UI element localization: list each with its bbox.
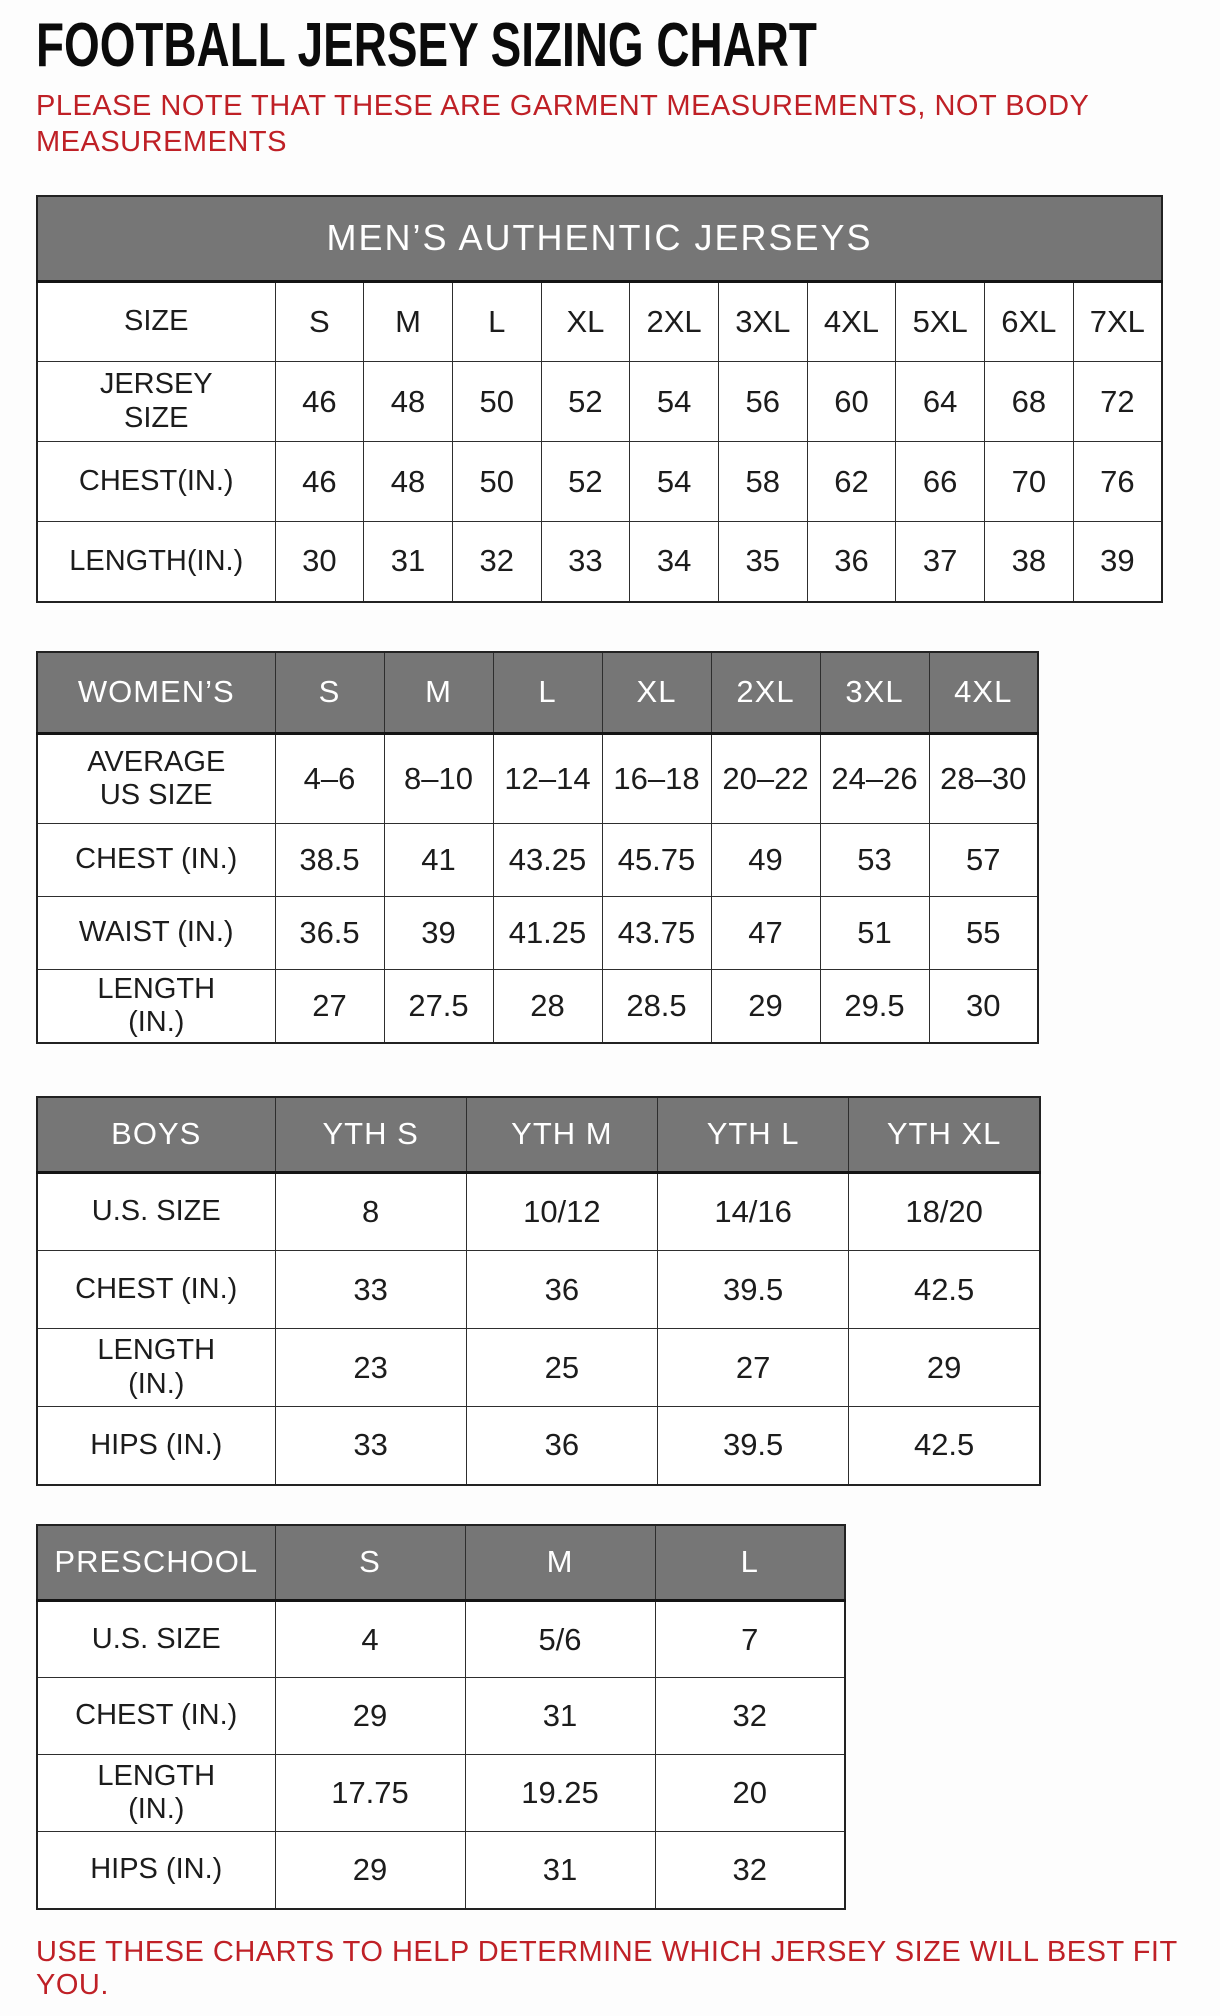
table-cell: 5/6 [465,1601,655,1678]
column-header: YTH S [275,1097,466,1173]
table-cell: 14/16 [658,1173,849,1251]
table-cell: 50 [452,362,541,442]
table-cell: 64 [896,362,985,442]
table-cell: 27 [275,970,384,1043]
table-cell: 32 [655,1678,845,1755]
table-cell: 24–26 [820,734,929,824]
table-cell: 62 [807,442,896,522]
table-cell: 57 [929,824,1038,897]
table-cell: 4XL [807,282,896,362]
table-cell: 46 [275,442,364,522]
table-cell: 30 [929,970,1038,1043]
table-cell: 12–14 [493,734,602,824]
table-row [37,970,1038,1043]
garment-measurements-note: PLEASE NOTE THAT THESE ARE GARMENT MEASUREMENTS, NOT BODY MEASUREMENTS [36,89,1089,158]
row-label: U.S. SIZE [37,1601,275,1678]
table-cell: 16–18 [602,734,711,824]
table-cell: 28–30 [929,734,1038,824]
table-cell: 19.25 [465,1755,655,1832]
table-cell: 29 [275,1678,465,1755]
table-cell: 58 [718,442,807,522]
table-cell: 53 [820,824,929,897]
table-cell: 36.5 [275,897,384,970]
table-body [37,282,1162,602]
table-cell: 18/20 [849,1173,1040,1251]
column-header: M [465,1525,655,1601]
table-cell: 31 [364,522,453,602]
column-header: L [493,652,602,734]
table-cell: 35 [718,522,807,602]
table-cell: 39.5 [658,1251,849,1329]
boys-sizing-table [36,1096,1041,1486]
table-cell: 37 [896,522,985,602]
page-title: FOOTBALL JERSEY SIZING CHART [36,11,817,80]
table-corner-header: PRESCHOOL [37,1525,275,1601]
table-cell: 36 [466,1407,657,1485]
table-cell: 45.75 [602,824,711,897]
table-cell: 51 [820,897,929,970]
table-cell: 41.25 [493,897,602,970]
table-cell: 7XL [1073,282,1162,362]
table-body [37,734,1038,1043]
row-label: LENGTH (IN.) [37,970,275,1043]
table-cell: 39 [384,897,493,970]
table-cell: 54 [630,442,719,522]
column-header: 3XL [820,652,929,734]
table-cell: 6XL [985,282,1074,362]
table-cell: 4 [275,1601,465,1678]
table-cell: 27.5 [384,970,493,1043]
table-cell: 68 [985,362,1074,442]
table-cell: 38 [985,522,1074,602]
table-header [37,1525,845,1601]
column-header: XL [602,652,711,734]
table-cell: L [452,282,541,362]
column-header: YTH XL [849,1097,1040,1173]
row-label: CHEST (IN.) [37,1678,275,1755]
table-row [37,1173,1040,1251]
table-row [37,282,1162,362]
table-cell: 29 [711,970,820,1043]
table-cell: 10/12 [466,1173,657,1251]
table-cell: 8–10 [384,734,493,824]
table-cell: 41 [384,824,493,897]
womens-sizing-table [36,651,1039,1044]
table-cell: 31 [465,1832,655,1909]
table-cell: 70 [985,442,1074,522]
table-cell: 55 [929,897,1038,970]
table-cell: 32 [655,1832,845,1909]
table-header [37,652,1038,734]
table-row [37,522,1162,602]
table-cell: 20 [655,1755,845,1832]
row-label: LENGTH (IN.) [37,1329,275,1407]
table-cell: 4–6 [275,734,384,824]
table-cell: 33 [275,1251,466,1329]
row-label: U.S. SIZE [37,1173,275,1251]
table-row [37,1678,845,1755]
header-row [37,1097,1040,1173]
table-cell: 30 [275,522,364,602]
table-cell: 17.75 [275,1755,465,1832]
header-row [37,1525,845,1601]
table-cell: 5XL [896,282,985,362]
table-row [37,824,1038,897]
table-cell: 28 [493,970,602,1043]
table-row [37,734,1038,824]
row-label: LENGTH (IN.) [37,1755,275,1832]
table-row [37,442,1162,522]
table-row [37,362,1162,442]
table-cell: 29 [849,1329,1040,1407]
table-row [37,1755,845,1832]
table-cell: 31 [465,1678,655,1755]
table-row [37,1601,845,1678]
table-cell: 20–22 [711,734,820,824]
table-cell: 3XL [718,282,807,362]
table-cell: 43.25 [493,824,602,897]
column-header: S [275,652,384,734]
table-cell: 60 [807,362,896,442]
table-cell: 33 [275,1407,466,1485]
table-cell: 52 [541,442,630,522]
table-cell: 33 [541,522,630,602]
table-cell: 36 [807,522,896,602]
table-corner-header: WOMEN’S [37,652,275,734]
column-header: S [275,1525,465,1601]
table-header [37,1097,1040,1173]
table-cell: 42.5 [849,1251,1040,1329]
table-corner-header: BOYS [37,1097,275,1173]
row-label: CHEST (IN.) [37,824,275,897]
table-cell: 72 [1073,362,1162,442]
table-cell: 56 [718,362,807,442]
row-label: HIPS (IN.) [37,1407,275,1485]
table-header [37,196,1162,282]
table-cell: 47 [711,897,820,970]
row-label: SIZE [37,282,275,362]
table-cell: 2XL [630,282,719,362]
table-cell: S [275,282,364,362]
column-header: 2XL [711,652,820,734]
mens-authentic-jerseys-table [36,195,1163,603]
row-label: WAIST (IN.) [37,897,275,970]
column-header: L [655,1525,845,1601]
preschool-sizing-table [36,1524,846,1910]
column-header: M [384,652,493,734]
table-body [37,1601,845,1909]
table-cell: 34 [630,522,719,602]
table-cell: 54 [630,362,719,442]
table-cell: XL [541,282,630,362]
table-cell: 39 [1073,522,1162,602]
table-cell: 7 [655,1601,845,1678]
table-body [37,1173,1040,1485]
table-cell: 50 [452,442,541,522]
table-cell: 38.5 [275,824,384,897]
row-label: HIPS (IN.) [37,1832,275,1909]
column-header: 4XL [929,652,1038,734]
table-cell: 32 [452,522,541,602]
table-row [37,897,1038,970]
table-cell: 48 [364,442,453,522]
table-cell: 52 [541,362,630,442]
table-row [37,1832,845,1909]
table-cell: 8 [275,1173,466,1251]
row-label: CHEST (IN.) [37,1251,275,1329]
footer-note: USE THESE CHARTS TO HELP DETERMINE WHICH JERSEY SIZE WILL BEST FIT YOU. [36,1935,1178,2001]
table-row [37,1251,1040,1329]
table-cell: 39.5 [658,1407,849,1485]
table-cell: 49 [711,824,820,897]
table-cell: 76 [1073,442,1162,522]
table-cell: 27 [658,1329,849,1407]
column-header: YTH M [466,1097,657,1173]
table-cell: 42.5 [849,1407,1040,1485]
table-cell: 66 [896,442,985,522]
header-row [37,196,1162,282]
column-header: YTH L [658,1097,849,1173]
table-row [37,1329,1040,1407]
table-cell: 23 [275,1329,466,1407]
row-label: JERSEY SIZE [37,362,275,442]
table-cell: 28.5 [602,970,711,1043]
row-label: AVERAGE US SIZE [37,734,275,824]
table-cell: 25 [466,1329,657,1407]
row-label: LENGTH(IN.) [37,522,275,602]
table-cell: 29.5 [820,970,929,1043]
table-cell: 36 [466,1251,657,1329]
row-label: CHEST(IN.) [37,442,275,522]
table-cell: 46 [275,362,364,442]
table-cell: 29 [275,1832,465,1909]
table-cell: 43.75 [602,897,711,970]
table-cell: 48 [364,362,453,442]
table-row [37,1407,1040,1485]
table-cell: M [364,282,453,362]
header-row [37,652,1038,734]
table-banner-title: MEN’S AUTHENTIC JERSEYS [37,196,1162,282]
